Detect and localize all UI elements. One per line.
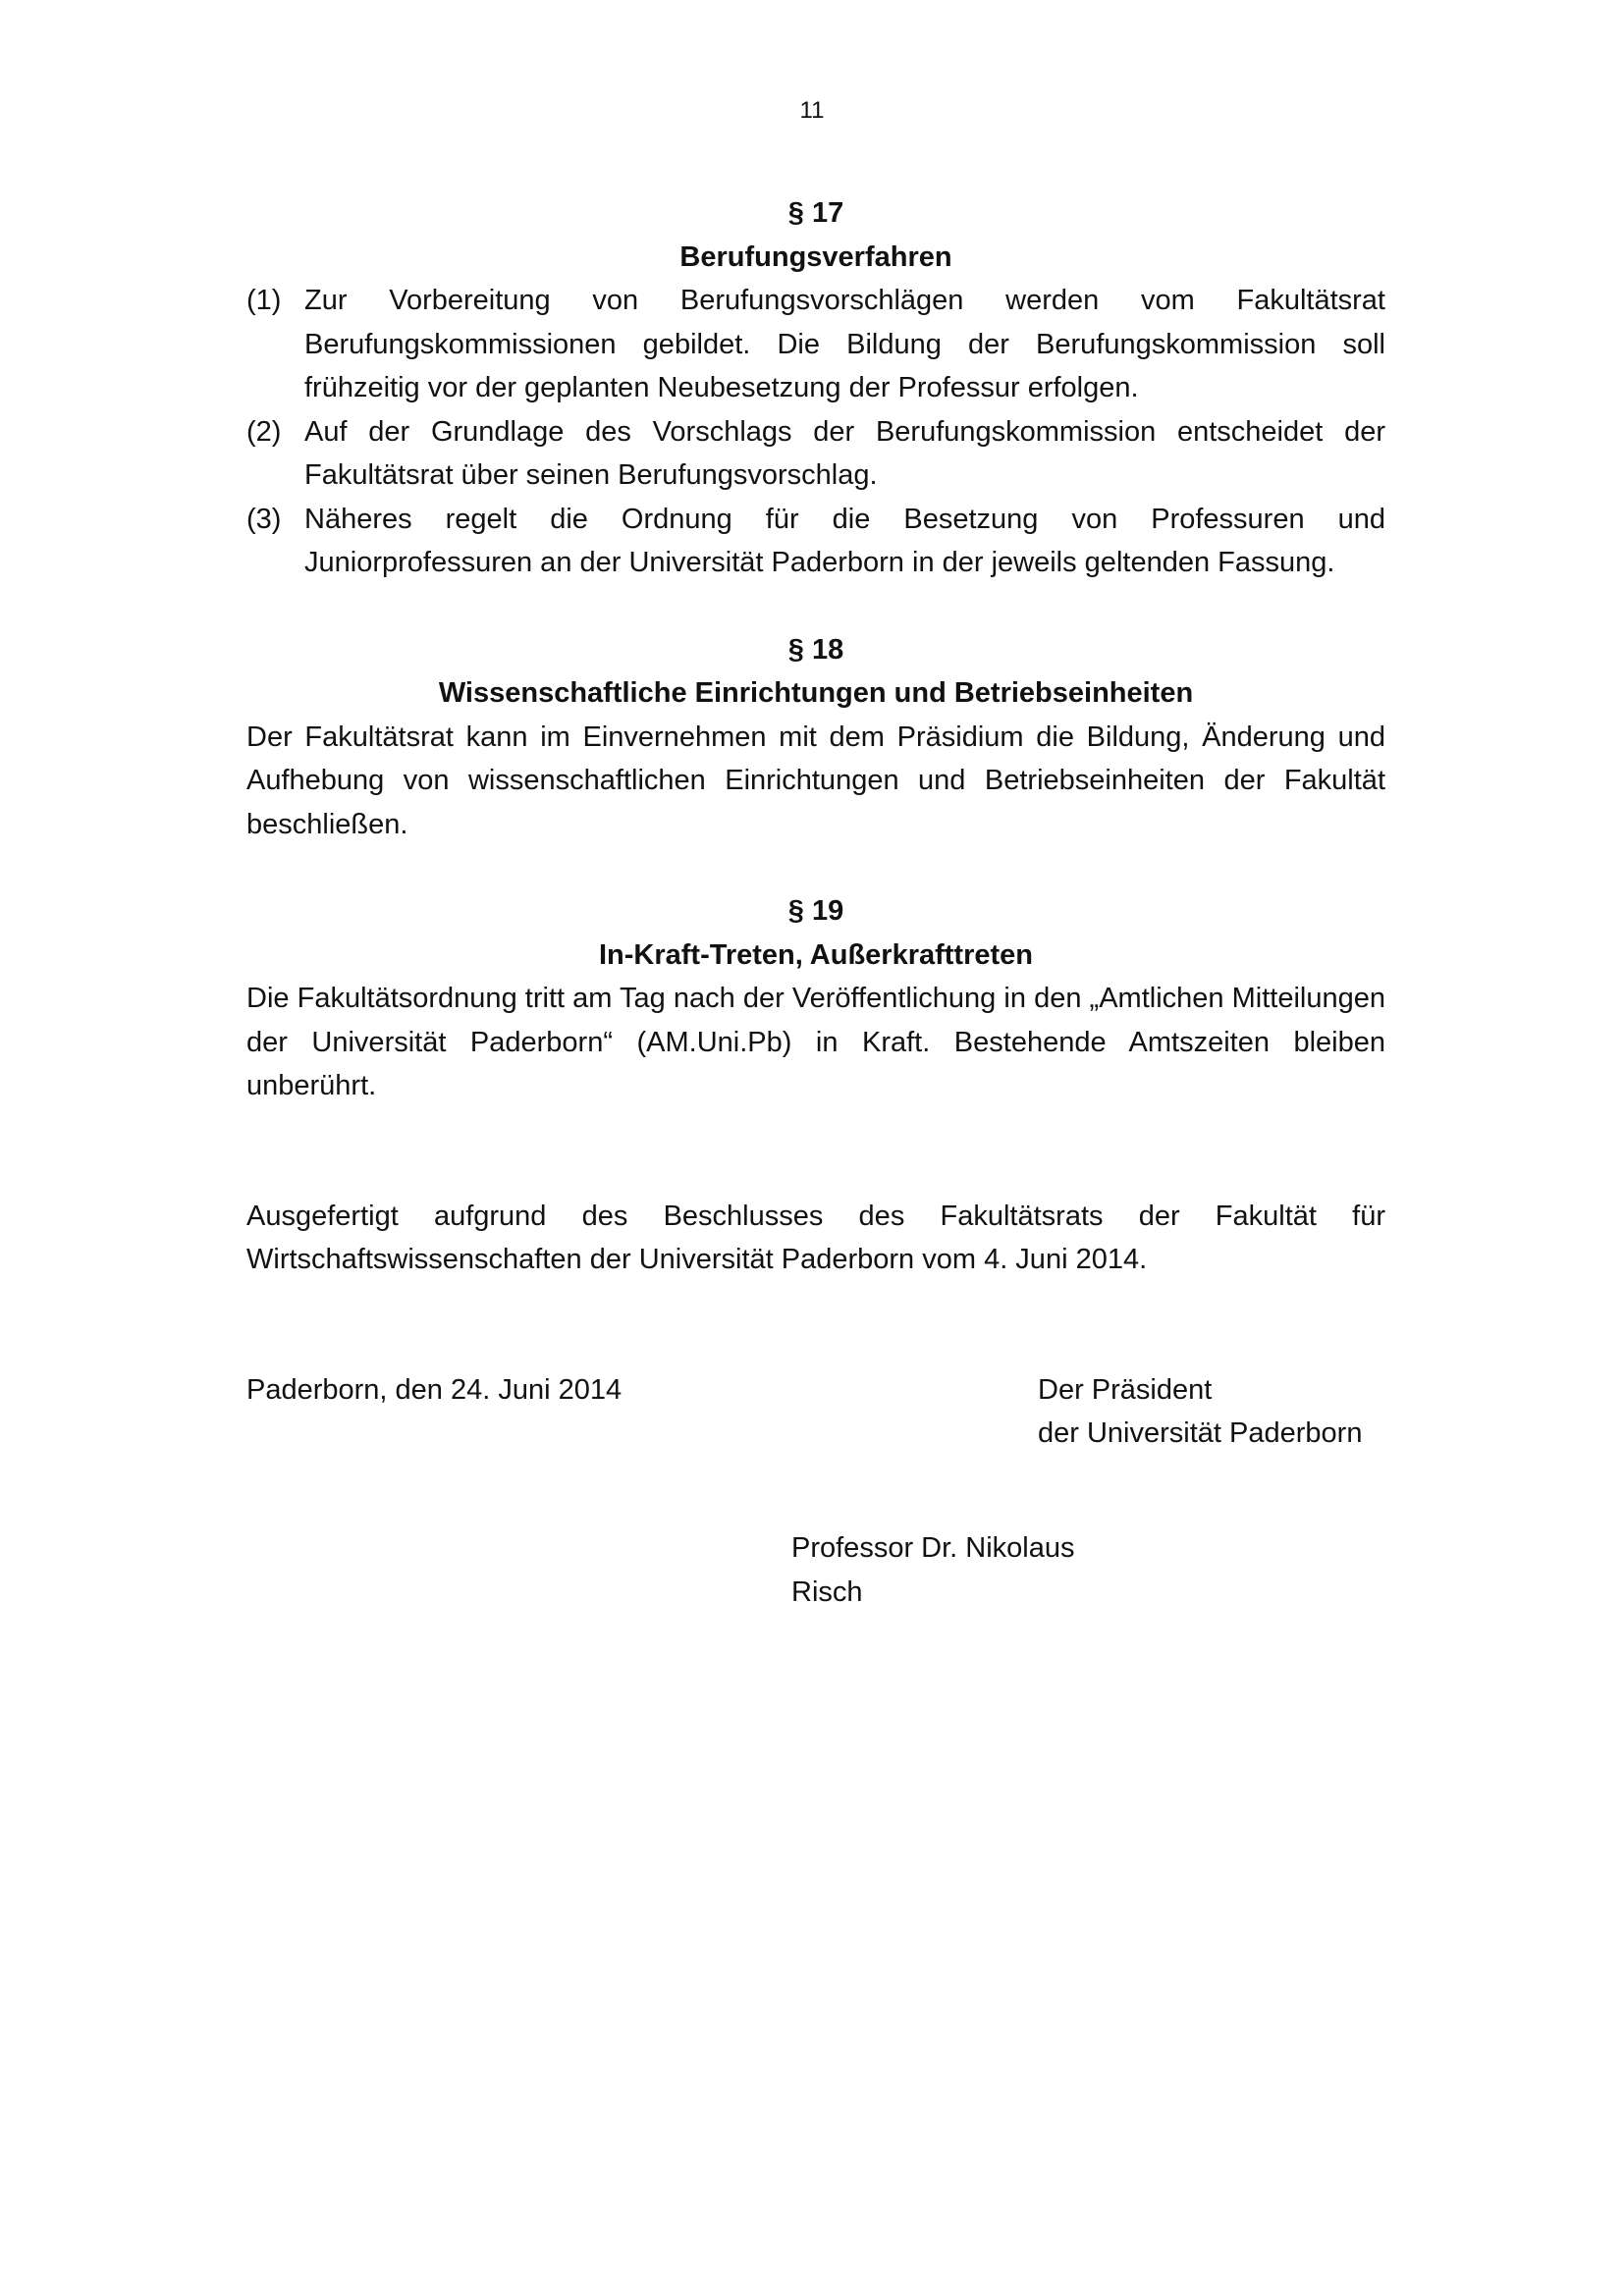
document-content — [246, 191, 1385, 1456]
place-date: Paderborn, den 24. Juni 2014 — [246, 1373, 623, 1406]
closing-spacer — [246, 1108, 1385, 1195]
section-spacer-17-18 — [246, 585, 1385, 628]
section-17-item-3-number: (3) — [246, 503, 282, 535]
section-17-list — [246, 279, 1385, 585]
section-17 — [246, 191, 1385, 585]
section-18-title: Wissenschaftliche Einrichtungen und Betriebseinheiten — [438, 677, 1194, 709]
section-17-title: Berufungsverfahren — [679, 240, 952, 273]
university-name: der Universität Paderborn — [1038, 1417, 1363, 1449]
section-19-title: In-Kraft-Treten, Außerkrafttreten — [598, 938, 1034, 971]
section-19-number: § 19 — [787, 895, 844, 927]
section-17-item-1 — [246, 279, 1385, 410]
section-17-item-2-number: (2) — [246, 415, 282, 448]
signer-name: Professor Dr. Nikolaus Risch — [791, 1532, 1075, 1608]
section-18 — [246, 628, 1385, 847]
section-18-text: Der Fakultätsrat kann im Einvernehmen mit dem Präsidium die Bildung, Änderung und Aufhebung von wissenschaftlichen Einrichtungen und Betriebseinheiten der Fakultät beschließen. — [246, 721, 1385, 840]
section-19-text: Die Fakultätsordnung tritt am Tag nach der Veröffentlichung in den „Amtlichen Mitteilungen der Universität Paderborn“ (AM.Uni.Pb) in Kraft. Bestehende Amtszeiten bleiben unberührt. — [246, 983, 1385, 1101]
section-18-number: § 18 — [787, 633, 844, 666]
resolution-statement: Ausgefertigt aufgrund des Beschlusses des Fakultätsrats der Fakultät für Wirtschaftswissenschaften der Universität Paderborn vom 4. Juni 2014. — [246, 1200, 1385, 1275]
page-number: 11 — [799, 97, 825, 124]
president-title: Der Präsident — [1038, 1373, 1213, 1406]
section-17-item-3 — [246, 498, 1385, 585]
section-17-item-3-text: Näheres regelt die Ordnung für die Besetzung von Professuren und Juniorprofessuren an der Universität Paderborn in der jeweils geltenden Fassung. — [304, 503, 1385, 578]
section-17-item-1-text: Zur Vorbereitung von Berufungsvorschlägen werden vom Fakultätsrat Berufungskommissionen gebildet. Die Bildung der Berufungskommission soll frühzeitig vor der geplanten Neubesetzung der Professur erfolgen. — [304, 285, 1385, 403]
section-19 — [246, 889, 1385, 1108]
section-17-number: § 17 — [787, 197, 844, 229]
signature-row — [246, 1368, 1385, 1456]
section-17-item-2-text: Auf der Grundlage des Vorschlags der Berufungskommission entscheidet der Fakultätsrat über seinen Berufungsvorschlag. — [304, 415, 1385, 491]
section-17-item-1-number: (1) — [246, 285, 282, 316]
section-spacer-18-19 — [246, 846, 1385, 889]
section-17-item-2 — [246, 410, 1385, 498]
president-block — [1038, 1368, 1385, 1456]
